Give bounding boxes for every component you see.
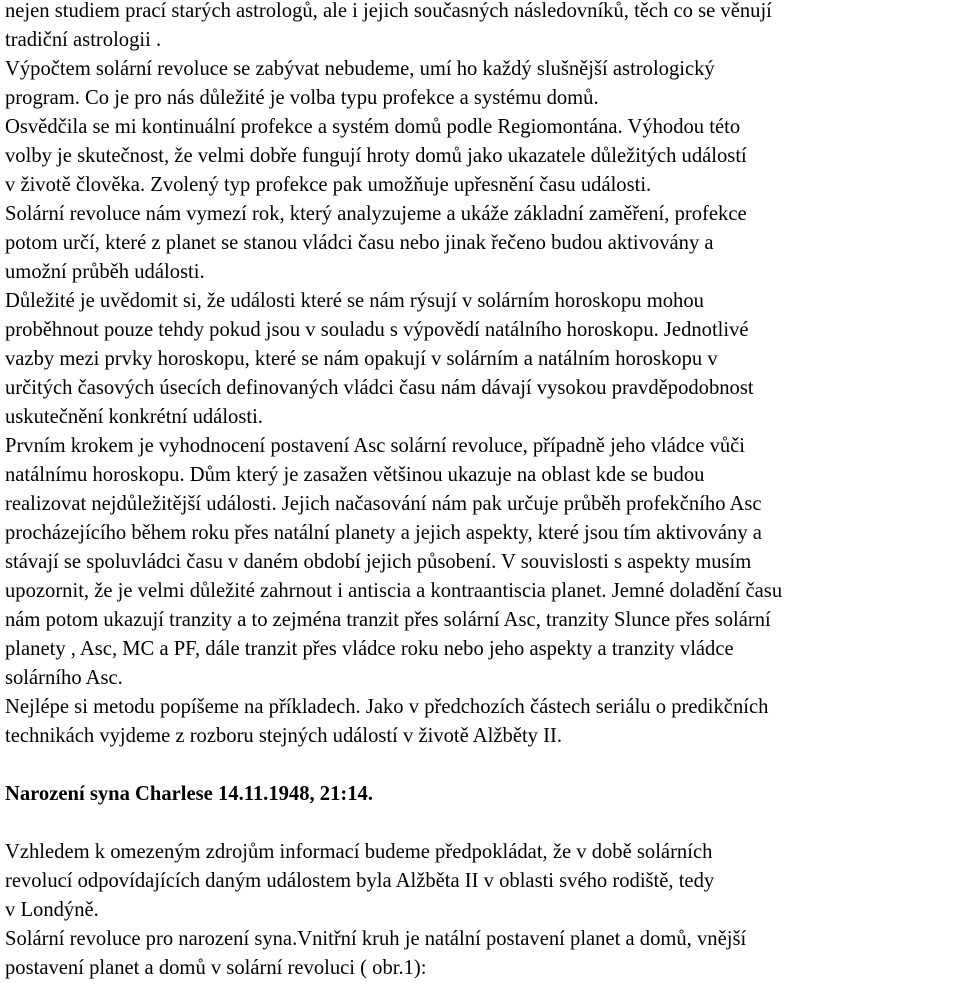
text-line: revolucí odpovídajících daným událostem byla Alžběta II v oblasti svého rodiště, tedy (5, 870, 715, 892)
text-line: program. Co je pro nás důležité je volba typu profekce a systému domů. (5, 87, 599, 109)
text-line: nejen studiem prací starých astrologů, ale i jejich současných následovníků, těch co se věnují (5, 0, 772, 22)
text-line: Vzhledem k omezeným zdrojům informací budeme předpokládat, že v době solárních (5, 841, 713, 863)
text-line: proběhnout pouze tehdy pokud jsou v souladu s výpovědí natálního horoskopu. Jednotlivé (5, 319, 749, 341)
text-line: planety , Asc, MC a PF, dále tranzit přes vládce roku nebo jeho aspekty a tranzity vládce (5, 638, 734, 660)
text-line: Prvním krokem je vyhodnocení postavení Asc solární revoluce, případně jeho vládce vůči (5, 435, 746, 457)
text-line: v Londýně. (5, 899, 99, 921)
text-line: Nejlépe si metodu popíšeme na příkladech. Jako v předchozích částech seriálu o predikčních (5, 696, 769, 718)
text-line: tradiční astrologii . (5, 29, 162, 51)
text-line: procházejícího během roku přes natální planety a jejich aspekty, které jsou tím aktivovány a (5, 522, 762, 544)
text-line: volby je skutečnost, že velmi dobře fungují hroty domů jako ukazatele důležitých událostí (5, 145, 747, 167)
text-line: Důležité je uvědomit si, že události které se nám rýsují v solárním horoskopu mohou (5, 290, 704, 312)
text-line: natálnímu horoskopu. Dům který je zasažen většinou ukazuje na oblast kde se budou (5, 464, 705, 486)
text-line: technikách vyjdeme z rozboru stejných událostí v životě Alžběty II. (5, 725, 562, 747)
blank-line (5, 751, 957, 780)
blank-line (5, 809, 957, 838)
text-line: umožní průběh události. (5, 261, 205, 283)
text-line: Osvědčila se mi kontinuální profekce a systém domů podle Regiomontána. Výhodou této (5, 116, 741, 138)
text-line: vazby mezi prvky horoskopu, které se nám opakují v solárním a natálním horoskopu v (5, 348, 718, 370)
text-line: potom určí, které z planet se stanou vládci času nebo jinak řečeno budou aktivovány a (5, 232, 714, 254)
text-line: určitých časových úsecích definovaných vládci času nám dávají vysokou pravděpodobnost (5, 377, 754, 399)
section-heading: Narození syna Charlese 14.11.1948, 21:14. (5, 783, 374, 805)
text-line: Solární revoluce pro narození syna.Vnitřní kruh je natální postavení planet a domů, vnější (5, 928, 747, 950)
text-line: Výpočtem solární revoluce se zabývat nebudeme, umí ho každý slušnější astrologický (5, 58, 715, 80)
text-line: Solární revoluce nám vymezí rok, který analyzujeme a ukáže základní zaměření, profekce (5, 203, 747, 225)
text-line: stávají se spoluvládci času v daném období jejich působení. V souvislosti s aspekty musím (5, 551, 752, 573)
document-page (5, 0, 957, 983)
text-line: realizovat nejdůležitější události. Jejich načasování nám pak určuje průběh profekčního Asc (5, 493, 762, 515)
text-line: uskutečnění konkrétní události. (5, 406, 263, 428)
text-line: nám potom ukazují tranzity a to zejména tranzit přes solární Asc, tranzity Slunce přes solární (5, 609, 771, 631)
text-line: v životě člověka. Zvolený typ profekce pak umožňuje upřesnění času události. (5, 174, 652, 196)
text-line: solárního Asc. (5, 667, 123, 689)
text-line: upozornit, že je velmi důležité zahrnout i antiscia a kontraantiscia planet. Jemné doladění času (5, 580, 783, 602)
text-line: postavení planet a domů v solární revoluci ( obr.1): (5, 957, 427, 979)
